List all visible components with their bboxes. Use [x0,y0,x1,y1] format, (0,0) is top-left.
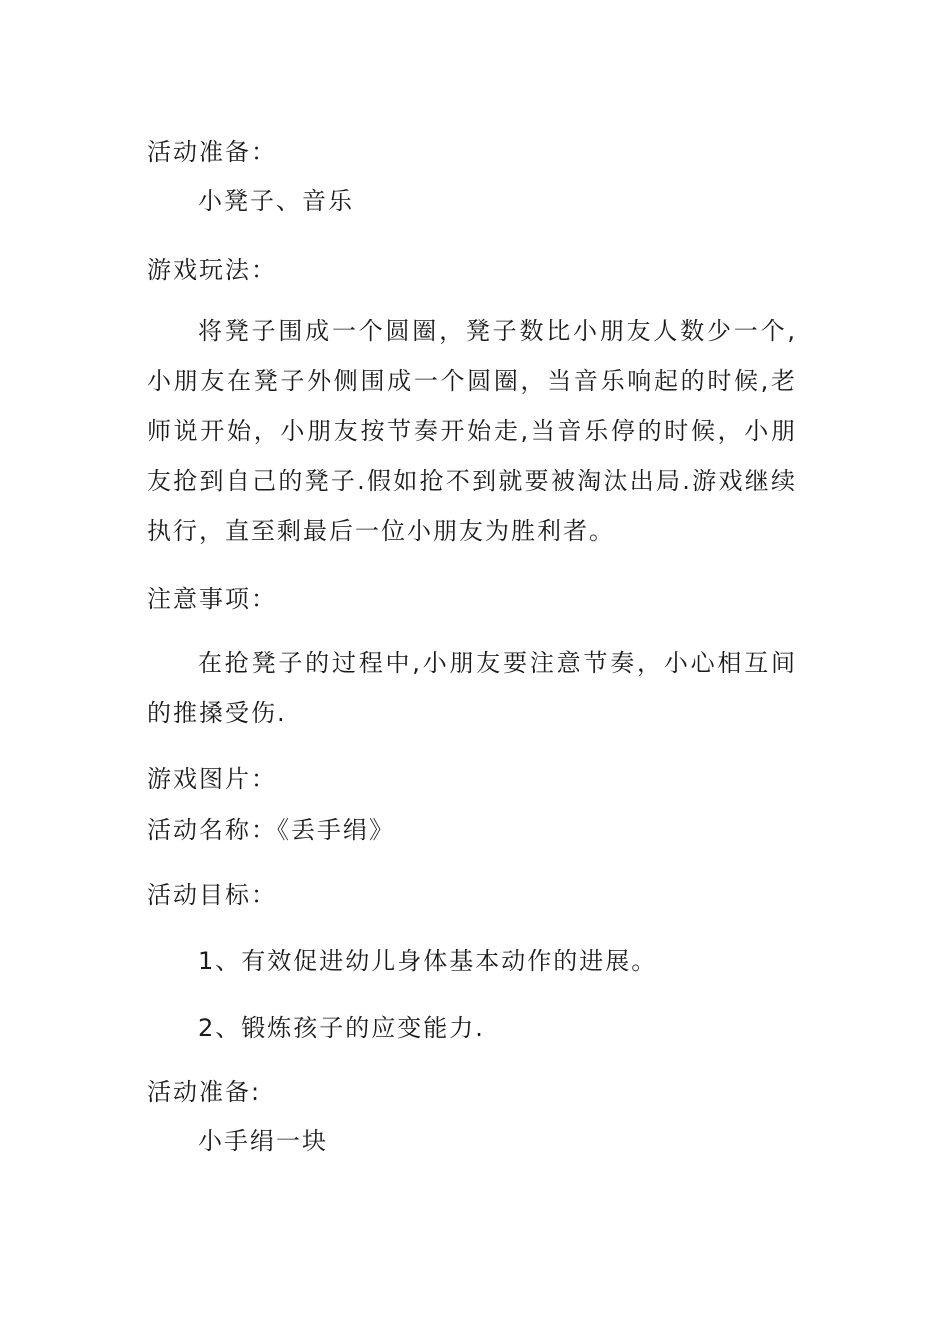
activity-prep-content: 小凳子、音乐 [198,187,354,215]
notes-heading: 注意事项： [147,585,277,613]
game-pictures-heading: 游戏图片： [147,765,277,793]
goal-item: 1、有效促进幼儿身体基本动作的进展。 [198,947,658,975]
activity-goals-heading: 活动目标： [147,881,277,909]
notes-paragraph: 在抢凳子的过程中,小朋友要注意节奏，小心相互间的推搡受伤. [147,649,797,727]
goal-item: 2、锻炼孩子的应变能力. [198,1014,485,1042]
gameplay-paragraph: 将凳子围成一个圆圈，凳子数比小朋友人数少一个,小朋友在凳子外侧围成一个圆圈，当音乐响起的时候,老师说开始，小朋友按节奏开始走,当音乐停的时候，小朋友抢到自己的凳子.假如抢不到就要被淘汰出局.游戏继续执行，直至剩最后一位小朋友为胜利者。 [147,317,797,545]
activity-prep-heading-2: 活动准备: [147,1078,262,1106]
gameplay-heading: 游戏玩法： [147,256,277,284]
activity-name: 活动名称：《丢手绢》 [147,816,395,844]
activity-prep-heading: 活动准备： [147,138,277,166]
activity-prep-content-2: 小手绢一块 [198,1127,328,1155]
